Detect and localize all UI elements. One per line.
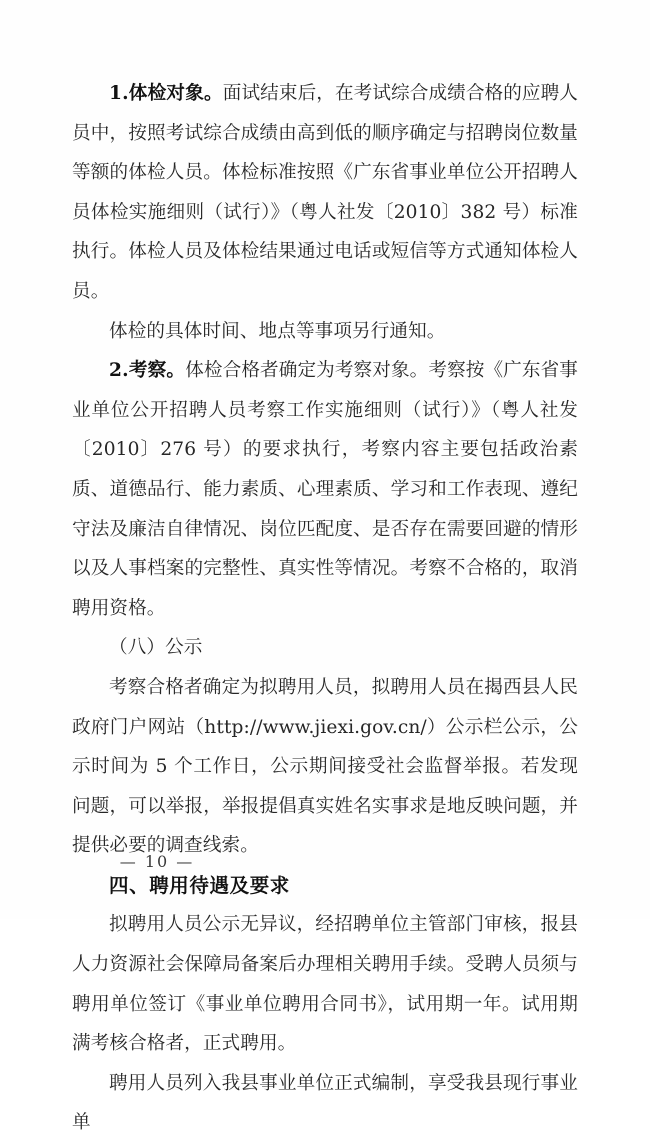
paragraph-investigation xyxy=(72,351,578,628)
paragraph-physical-exam-notice xyxy=(72,312,578,352)
paragraph-text: 体检的具体时间、地点等事项另行通知。 xyxy=(109,320,446,342)
paragraph-physical-exam-target xyxy=(72,74,578,312)
page-number-footer: — 10 — xyxy=(119,852,195,871)
paragraph-publicity-body xyxy=(72,668,578,866)
paragraph-text: 考察合格者确定为拟聘用人员，拟聘用人员在揭西县人民政府门户网站（http://www.jiexi.gov.cn/）公示栏公示，公示时间为 5 个工作日，公示期间接受社会监督举报。若发现问题，可以举报，举报提倡真实姓名实事求是地反映问题，并提供必要的调查线索。 xyxy=(72,676,578,857)
page-content-body xyxy=(72,74,578,1143)
paragraph-text: 体检合格者确定为考察对象。考察按《广东省事业单位公开招聘人员考察工作实施细则（试行）》（粤人社发〔2010〕276 号）的要求执行，考察内容主要包括政治素质、道德品行、能力素质、心理素质、学习和工作表现、遵纪守法及廉洁自律情况、岗位匹配度、是否存在需要回避的情形以及人事档案的完整性、真实性等情况。考察不合格的，取消聘用资格。 xyxy=(72,360,578,619)
paragraph-employment-terms-1 xyxy=(72,905,578,1063)
paragraph-employment-terms-2 xyxy=(72,1064,578,1143)
section-heading-employment-terms: 四、聘用待遇及要求 xyxy=(109,873,290,897)
runin-label-1: 1.体检对象。 xyxy=(109,83,223,104)
paragraph-text: 拟聘用人员公示无异议，经招聘单位主管部门审核，报县人力资源社会保障局备案后办理相关聘用手续。受聘人员须与聘用单位签订《事业单位聘用合同书》，试用期一年。试用期满考核合格者，正式聘用。 xyxy=(72,914,578,1055)
paragraph-text: 面试结束后，在考试综合成绩合格的应聘人员中，按照考试综合成绩由高到低的顺序确定与招聘岗位数量等额的体检人员。体检标准按照《广东省事业单位公开招聘人员体检实施细则（试行）》（粤人社发〔2010〕382 号）标准执行。体检人员及体检结果通过电话或短信等方式通知体检人员。 xyxy=(72,83,579,302)
paragraph-text: 聘用人员列入我县事业单位正式编制，享受我县现行事业单 xyxy=(72,1072,578,1134)
paragraph-text: （八）公示 xyxy=(109,637,203,659)
subsection-label-publicity xyxy=(72,628,578,668)
runin-label-2: 2.考察。 xyxy=(109,360,186,382)
